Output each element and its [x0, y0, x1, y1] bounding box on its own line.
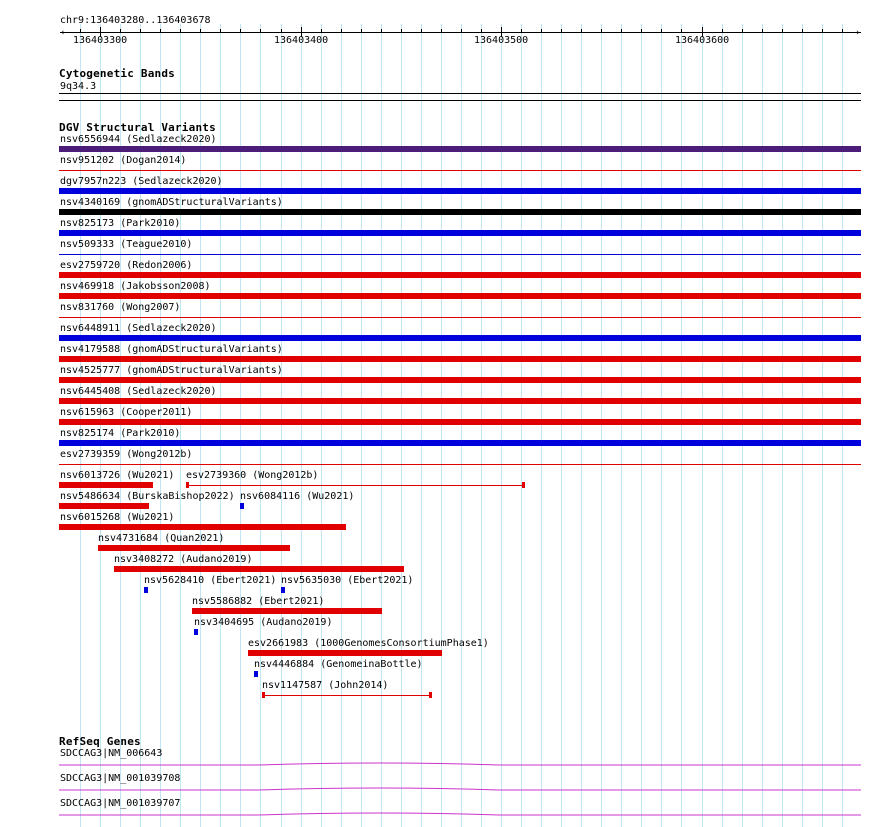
- variant-label[interactable]: dgv7957n223 (Sedlazeck2020): [60, 176, 223, 187]
- variant-bar[interactable]: [59, 482, 153, 488]
- variant-label[interactable]: nsv1147587 (John2014): [262, 680, 389, 691]
- variant-label[interactable]: nsv5628410 (Ebert2021): [144, 575, 277, 586]
- ruler-tick: [842, 29, 843, 33]
- ruler-tick: [381, 29, 382, 33]
- variant-bar[interactable]: [59, 146, 861, 152]
- variant-label[interactable]: nsv615963 (Cooper2011): [60, 407, 193, 418]
- ruler-tick: [722, 29, 723, 33]
- variant-label[interactable]: nsv951202 (Dogan2014): [60, 155, 187, 166]
- variant-label[interactable]: nsv469918 (Jakobsson2008): [60, 281, 211, 292]
- variant-label[interactable]: nsv825173 (Park2010): [60, 218, 181, 229]
- variant-bar[interactable]: [59, 317, 861, 318]
- ruler-tick: [822, 29, 823, 33]
- variant-endcap: [262, 692, 265, 698]
- ruler-tick-label: 136403400: [274, 35, 329, 46]
- ruler-tick: [341, 29, 342, 33]
- variant-bar[interactable]: [114, 566, 404, 572]
- ruler-tick: [180, 29, 181, 33]
- variant-label[interactable]: nsv6556944 (Sedlazeck2020): [60, 134, 217, 145]
- variant-bar[interactable]: [59, 503, 149, 509]
- ruler-tick: [762, 29, 763, 33]
- cytoband-bar-top: [59, 93, 861, 94]
- ruler-tick: [361, 29, 362, 33]
- ruler-tick: [220, 29, 221, 33]
- variant-bar[interactable]: [59, 188, 861, 194]
- ruler-tick: [281, 29, 282, 33]
- gene-intron-line[interactable]: [59, 808, 861, 820]
- ruler-tick: [541, 29, 542, 33]
- variant-endcap: [186, 482, 189, 488]
- variant-bar[interactable]: [59, 254, 861, 255]
- gene-label[interactable]: SDCCAG3|NM_001039708: [60, 773, 181, 784]
- variant-bar[interactable]: [59, 209, 861, 215]
- variant-label[interactable]: esv2739359 (Wong2012b): [60, 449, 193, 460]
- variant-label[interactable]: nsv3404695 (Audano2019): [194, 617, 333, 628]
- ruler-tick: [120, 29, 121, 33]
- ruler-tick: [421, 29, 422, 33]
- cytoband-track-title: Cytogenetic Bands: [59, 67, 175, 80]
- ruler-tick: [782, 29, 783, 33]
- location-label: chr9:136403280..136403678: [60, 15, 211, 26]
- variant-bar[interactable]: [59, 356, 861, 362]
- ruler-right-arrow: ›: [855, 28, 861, 38]
- ruler-tick: [80, 29, 81, 33]
- variant-label[interactable]: nsv5486634 (BurskaBishop2022): [60, 491, 235, 502]
- variant-label[interactable]: nsv4525777 (gnomADStructuralVariants): [60, 365, 283, 376]
- variant-label[interactable]: nsv6448911 (Sedlazeck2020): [60, 323, 217, 334]
- variant-bar[interactable]: [59, 377, 861, 383]
- ruler-tick-label: 136403500: [474, 35, 529, 46]
- variant-label[interactable]: nsv6084116 (Wu2021): [240, 491, 355, 502]
- gene-label[interactable]: SDCCAG3|NM_006643: [60, 748, 163, 759]
- variant-line[interactable]: [187, 485, 524, 486]
- refseq-track-title: RefSeq Genes: [59, 735, 141, 748]
- variant-label[interactable]: esv2739360 (Wong2012b): [186, 470, 319, 481]
- variant-bar[interactable]: [281, 587, 285, 593]
- ruler-tick-label: 136403300: [73, 35, 128, 46]
- gene-intron-line[interactable]: [59, 783, 861, 795]
- ruler-tick: [140, 29, 141, 33]
- variant-bar[interactable]: [59, 293, 861, 299]
- variant-label[interactable]: nsv6013726 (Wu2021): [60, 470, 175, 481]
- variant-bar[interactable]: [248, 650, 442, 656]
- gene-intron-line[interactable]: [59, 758, 861, 770]
- cytoband-bar-bottom: [59, 100, 861, 101]
- variant-label[interactable]: nsv831760 (Wong2007): [60, 302, 181, 313]
- variant-bar[interactable]: [59, 464, 861, 465]
- variant-bar[interactable]: [240, 503, 244, 509]
- variant-label[interactable]: nsv4179588 (gnomADStructuralVariants): [60, 344, 283, 355]
- ruler-tick: [240, 29, 241, 33]
- variant-bar[interactable]: [98, 545, 290, 551]
- ruler-tick: [661, 29, 662, 33]
- variant-bar[interactable]: [144, 587, 148, 593]
- ruler-tick: [461, 29, 462, 33]
- ruler-tick: [561, 29, 562, 33]
- ruler-tick: [742, 29, 743, 33]
- cytoband-label[interactable]: 9q34.3: [60, 81, 97, 92]
- variant-bar[interactable]: [59, 272, 861, 278]
- gene-label[interactable]: SDCCAG3|NM_001039707: [60, 798, 181, 809]
- variant-label[interactable]: nsv825174 (Park2010): [60, 428, 181, 439]
- variant-bar[interactable]: [192, 608, 382, 614]
- variant-label[interactable]: esv2661983 (1000GenomesConsortiumPhase1): [248, 638, 489, 649]
- ruler-tick: [200, 29, 201, 33]
- ruler-tick: [481, 29, 482, 33]
- ruler-tick: [601, 29, 602, 33]
- variant-bar[interactable]: [59, 419, 861, 425]
- variant-label[interactable]: nsv509333 (Teague2010): [60, 239, 193, 250]
- variant-label[interactable]: nsv3408272 (Audano2019): [114, 554, 253, 565]
- variant-bar[interactable]: [59, 440, 861, 446]
- variant-label[interactable]: nsv5586882 (Ebert2021): [192, 596, 325, 607]
- variant-label[interactable]: nsv4731684 (Quan2021): [98, 533, 225, 544]
- variant-label[interactable]: nsv5635030 (Ebert2021): [281, 575, 414, 586]
- variant-bar[interactable]: [59, 335, 861, 341]
- variant-endcap: [522, 482, 525, 488]
- variant-bar[interactable]: [59, 524, 346, 530]
- ruler-tick: [621, 29, 622, 33]
- ruler-tick-label: 136403600: [675, 35, 730, 46]
- variant-label[interactable]: nsv6015268 (Wu2021): [60, 512, 175, 523]
- variant-label[interactable]: nsv4340169 (gnomADStructuralVariants): [60, 197, 283, 208]
- ruler-tick: [581, 29, 582, 33]
- ruler-left-arrow: ‹: [60, 28, 66, 38]
- ruler-tick: [160, 29, 161, 33]
- ruler-tick: [641, 29, 642, 33]
- ruler-tick: [401, 29, 402, 33]
- variant-label[interactable]: nsv4446884 (GenomeinaBottle): [254, 659, 423, 670]
- variant-endcap: [429, 692, 432, 698]
- variant-label[interactable]: esv2759720 (Redon2006): [60, 260, 193, 271]
- ruler-tick: [441, 29, 442, 33]
- ruler-tick: [260, 29, 261, 33]
- ruler-tick: [321, 29, 322, 33]
- variant-bar[interactable]: [59, 398, 861, 404]
- variant-label[interactable]: nsv6445408 (Sedlazeck2020): [60, 386, 217, 397]
- variant-bar[interactable]: [59, 230, 861, 236]
- variant-bar[interactable]: [59, 170, 861, 171]
- variant-bar[interactable]: [194, 629, 198, 635]
- ruler-tick: [802, 29, 803, 33]
- ruler-tick: [521, 29, 522, 33]
- dgv-track-title: DGV Structural Variants: [59, 121, 216, 134]
- variant-bar[interactable]: [254, 671, 258, 677]
- variant-line[interactable]: [263, 695, 431, 696]
- ruler-tick: [681, 29, 682, 33]
